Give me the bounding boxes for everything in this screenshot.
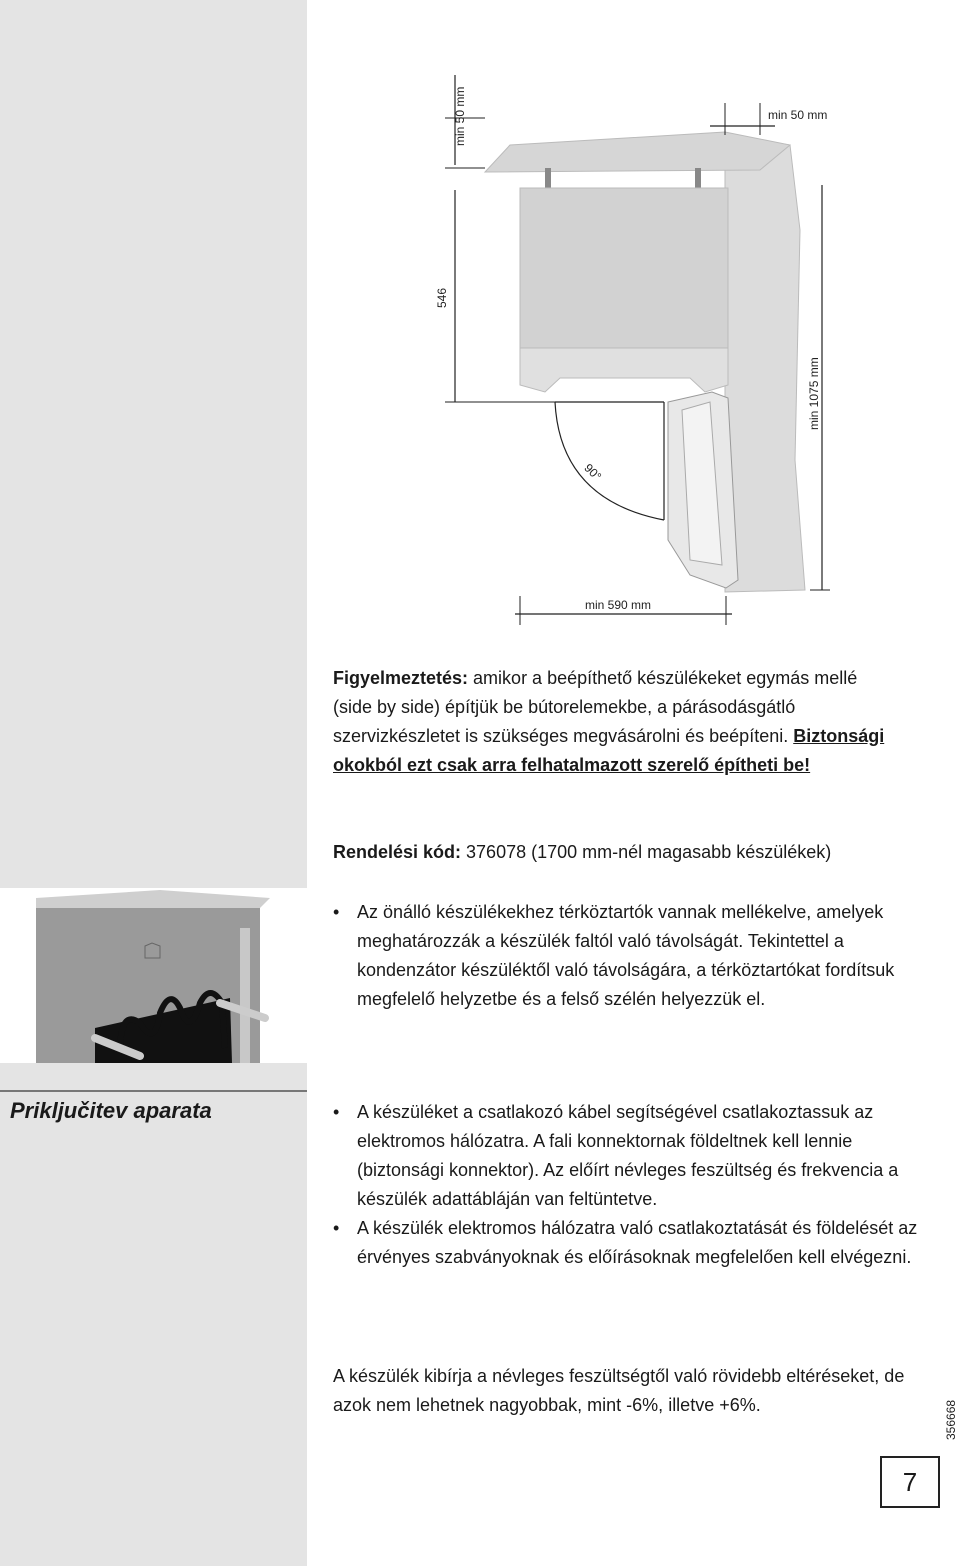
dim-height: min 1075 mm — [807, 357, 821, 430]
list-item — [333, 1214, 923, 1272]
spacer-illustration — [0, 888, 307, 1063]
cabinet-top — [485, 132, 790, 172]
installation-diagram — [307, 0, 960, 640]
warning-text: amikor a beépíthető készülékeket egymás mellé (side by side) építjük be bútorelemekbe, a párásodásgátló szervizkészletet is szükséges megvásárolni és beépíteni. — [333, 668, 858, 746]
dim-width: min 590 mm — [585, 598, 652, 612]
warning-underlined: Biztonsági okokból ezt csak arra felhatalmazott szerelő építheti be! — [333, 726, 885, 775]
bullet-dot: • — [333, 1102, 340, 1122]
list-item-text: A készüléket a csatlakozó kábel segítségével csatlakoztassuk az elektromos hálózatra. A fali konnektornak földeltnek kell lennie (biztonsági konnektor). Az előírt névleges feszültség és frekvencia a készülék adattábláján van feltüntetve. — [357, 1102, 899, 1209]
cabinet-side-wall — [725, 135, 805, 592]
list-item-text: Az önálló készülékekhez térköztartók vannak mellékelve, amelyek meghatározzák a készülék faltól való távolságát. Tekintettel a kondenzátor készüléktől való távolságára, a térköztartókat fordítsuk megfelelő helyzetbe és a felső szélén helyezzük el. — [357, 902, 895, 1009]
closing-paragraph: A készülék kibírja a névleges feszültségtől való rövidebb eltéréseket, de azok nem lehetnek nagyobbak, mint -6%, illetve +6%. — [333, 1366, 905, 1415]
dim-top-clearance: min 50 mm — [453, 86, 467, 146]
spacer-bullet-list — [333, 898, 923, 1014]
appliance-front — [520, 348, 728, 392]
list-item — [333, 898, 923, 1014]
warning-label: Figyelmeztetés: — [333, 668, 469, 688]
connection-bullet-list — [333, 1098, 923, 1272]
angle-label: 90° — [581, 460, 605, 484]
left-margin-panel — [0, 0, 307, 1566]
spacer-right — [695, 168, 701, 190]
page-number: 7 — [880, 1456, 940, 1508]
bullet-dot: • — [333, 902, 340, 922]
list-item — [333, 1098, 923, 1214]
document-number: 356668 — [944, 1399, 958, 1440]
bullet-dot: • — [333, 1218, 340, 1238]
order-text: 376078 (1700 mm-nél magasabb készülékek) — [461, 842, 832, 862]
door-swing-arc — [555, 402, 664, 520]
section-title: Priključitev aparata — [10, 1098, 212, 1123]
list-item-text: A készülék elektromos hálózatra való csatlakoztatását és földelését az érvényes szabványoknak és előírásoknak megfelelően kell elvégezni. — [357, 1218, 918, 1267]
order-label: Rendelési kód: — [333, 842, 462, 862]
dim-depth: 546 — [435, 287, 449, 308]
warning-paragraph — [333, 664, 893, 780]
dim-side-clearance: min 50 mm — [768, 108, 828, 122]
spacer-left — [545, 168, 551, 190]
section-divider — [0, 1090, 307, 1092]
order-code-line — [333, 838, 933, 867]
appliance-body — [520, 188, 728, 348]
